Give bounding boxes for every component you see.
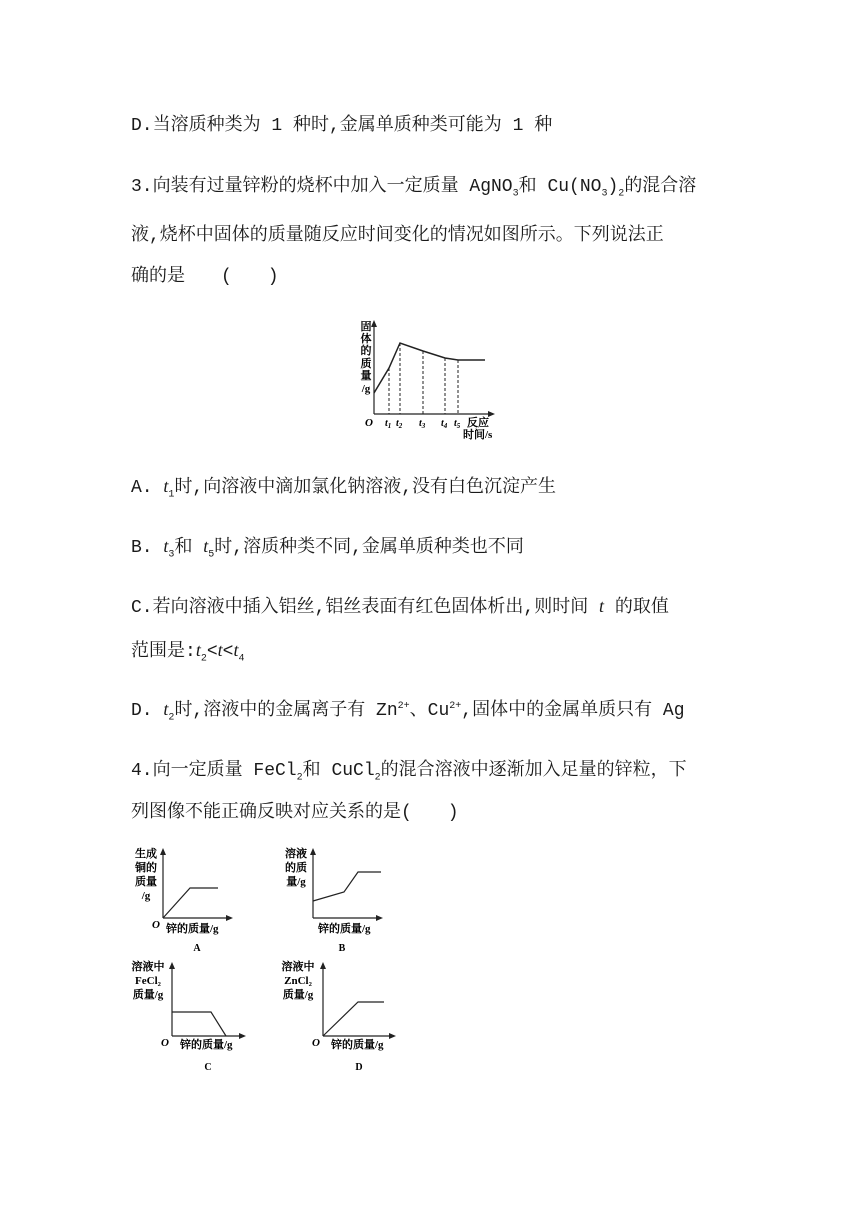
q3-tick: $t_2$ — [396, 418, 403, 430]
q3-y-arrow — [371, 320, 377, 327]
q4-text: 4.向一定质量 FeCl — [131, 761, 297, 781]
q3-ylabel-char: 量 — [360, 370, 372, 382]
option-d-sub: 2 — [168, 712, 175, 724]
q3-sub: 2 — [618, 188, 625, 200]
d-ylabel-line: ZnCl₂ — [284, 975, 312, 987]
option-d-sup: 2+ — [449, 701, 462, 712]
q3-ylabel — [361, 319, 372, 395]
q3-xlabel-2: 时间/s — [463, 429, 493, 441]
q3-ylabel-char: /g — [361, 383, 371, 395]
q4-graph-a — [126, 844, 238, 956]
option-b — [131, 534, 524, 560]
option-b-t: t — [163, 536, 169, 556]
question-4-line-2: 列图像不能正确反映对应关系的是( ) — [131, 803, 459, 823]
q3-ylabel-char: 体 — [360, 333, 372, 345]
b-y-arrow — [310, 848, 316, 855]
option-c-t: t — [599, 596, 605, 616]
a-curve — [163, 888, 218, 918]
c-y-arrow — [169, 962, 175, 969]
question-4-line-1 — [131, 759, 687, 783]
a-y-arrow — [160, 848, 166, 855]
q3-ticks — [385, 418, 461, 430]
option-a-text: 时,向溶液中滴加氯化钠溶液,没有白色沉淀产生 — [174, 478, 557, 498]
option-a-sub: 1 — [168, 489, 175, 501]
q3-ylabel-char: 固 — [360, 321, 372, 333]
option-d-text: 、Cu — [409, 701, 450, 721]
a-ylabel-line: 质量 — [135, 876, 157, 888]
d-curve — [323, 1002, 384, 1036]
q3-ylabel-char: 质 — [360, 358, 372, 370]
option-d-previous: D.当溶质种类为 1 种时,金属单质种类可能为 1 种 — [131, 116, 553, 136]
option-c-line-1 — [131, 594, 669, 620]
q3-ylabel-char: 的 — [360, 345, 372, 357]
q3-text: 的混合溶 — [624, 177, 697, 197]
b-caption: B — [338, 943, 346, 954]
option-c-lt: < — [206, 642, 218, 662]
question-3-line-1 — [131, 175, 696, 199]
option-d-prefix: D. — [131, 701, 164, 721]
option-d-sup: 2+ — [397, 701, 410, 712]
d-ylabel-line: 质量/g — [282, 989, 314, 1001]
option-d-text: ,固体中的金属单质只有 Ag — [461, 701, 685, 721]
q3-tick: $t_3$ — [419, 418, 426, 430]
q3-cuno3: Cu(NO — [547, 177, 602, 197]
option-c-t: t — [195, 640, 201, 660]
option-c-lt: < — [222, 642, 234, 662]
a-ylabel-line: 生成 — [135, 848, 157, 860]
q3-text: 和 — [518, 177, 548, 197]
option-b-text: 和 — [174, 538, 204, 558]
option-c-line-2 — [131, 638, 245, 664]
option-a-t: t — [163, 476, 169, 496]
a-caption: A — [193, 943, 201, 954]
q4-sub: 2 — [296, 772, 303, 784]
option-a-prefix: A. — [131, 478, 164, 498]
option-b-sub: 3 — [168, 549, 175, 561]
c-curve — [172, 1012, 226, 1036]
a-ylabel-line: 铜的 — [135, 862, 157, 874]
a-xlabel: 锌的质量/g — [166, 923, 219, 935]
d-x-arrow — [389, 1033, 396, 1039]
d-caption: D — [355, 1062, 363, 1073]
b-x-arrow — [376, 915, 383, 921]
q3-figure — [355, 318, 515, 443]
q3-text: 3.向装有过量锌粉的烧杯中加入一定质量 — [131, 177, 470, 197]
q4-graph-d — [276, 958, 400, 1074]
b-ylabel-line: 的质 — [285, 862, 307, 874]
d-y-arrow — [320, 962, 326, 969]
b-xlabel: 锌的质量/g — [318, 923, 371, 935]
option-a — [131, 474, 556, 500]
q3-sub: 3 — [601, 188, 608, 200]
q3-x-arrow — [488, 411, 495, 417]
question-3-line-3: 确的是 ( ) — [131, 267, 279, 287]
c-xlabel: 锌的质量/g — [180, 1039, 233, 1051]
b-curve — [313, 872, 381, 901]
option-c-text: 的取值 — [604, 598, 669, 618]
q3-tick: $t_4$ — [441, 418, 448, 430]
q4-sub: 2 — [374, 772, 381, 784]
q3-origin: O — [365, 417, 373, 429]
option-b-prefix: B. — [131, 538, 164, 558]
c-x-arrow — [239, 1033, 246, 1039]
q3-tick: $t_1$ — [385, 418, 392, 430]
option-b-t: t — [203, 536, 209, 556]
d-ylabel-line: 溶液中 — [281, 961, 315, 973]
q4-text: 和 CuCl — [302, 761, 375, 781]
option-c-t: t — [233, 640, 239, 660]
a-x-arrow — [226, 915, 233, 921]
q3-tick: $t_5$ — [454, 418, 461, 430]
q4-graph-b — [276, 844, 388, 956]
q3-agno3: AgNO — [469, 177, 513, 197]
option-d — [131, 697, 685, 723]
c-ylabel-line: 溶液中 — [131, 961, 165, 973]
option-c-sub: 4 — [238, 653, 245, 665]
b-ylabel-line: 溶液 — [285, 848, 307, 860]
c-ylabel-line: 质量/g — [132, 989, 164, 1001]
c-origin: O — [161, 1037, 169, 1049]
option-d-t: t — [163, 699, 169, 719]
q3-sub: 3 — [512, 188, 519, 200]
c-ylabel-line: FeCl₂ — [135, 975, 161, 987]
option-d-text: 时,溶液中的金属离子有 Zn — [174, 701, 398, 721]
d-xlabel: 锌的质量/g — [331, 1039, 384, 1051]
option-c-sub: 2 — [200, 653, 207, 665]
d-origin: O — [312, 1037, 320, 1049]
c-caption: C — [204, 1062, 212, 1073]
option-b-sub: 5 — [208, 549, 215, 561]
q3-curve — [374, 343, 485, 393]
option-c-text: 范围是: — [131, 642, 196, 662]
q4-text: 的混合溶液中逐渐加入足量的锌粒，下 — [380, 761, 687, 781]
b-ylabel-line: 量/g — [286, 876, 306, 888]
a-origin: O — [152, 919, 160, 931]
q3-xlabel-1: 反应 — [467, 417, 489, 429]
option-b-text: 时,溶质种类不同,金属单质种类也不同 — [214, 538, 524, 558]
q3-paren: ) — [607, 177, 619, 197]
option-c-text: C.若向溶液中插入铝丝,铝丝表面有红色固体析出,则时间 — [131, 598, 600, 618]
question-3-line-2: 液,烧杯中固体的质量随反应时间变化的情况如图所示。下列说法正 — [131, 226, 664, 246]
option-c-t: t — [217, 640, 223, 660]
q4-graph-c — [126, 958, 250, 1074]
q3-dashes — [389, 343, 458, 414]
a-ylabel-line: /g — [141, 890, 151, 902]
